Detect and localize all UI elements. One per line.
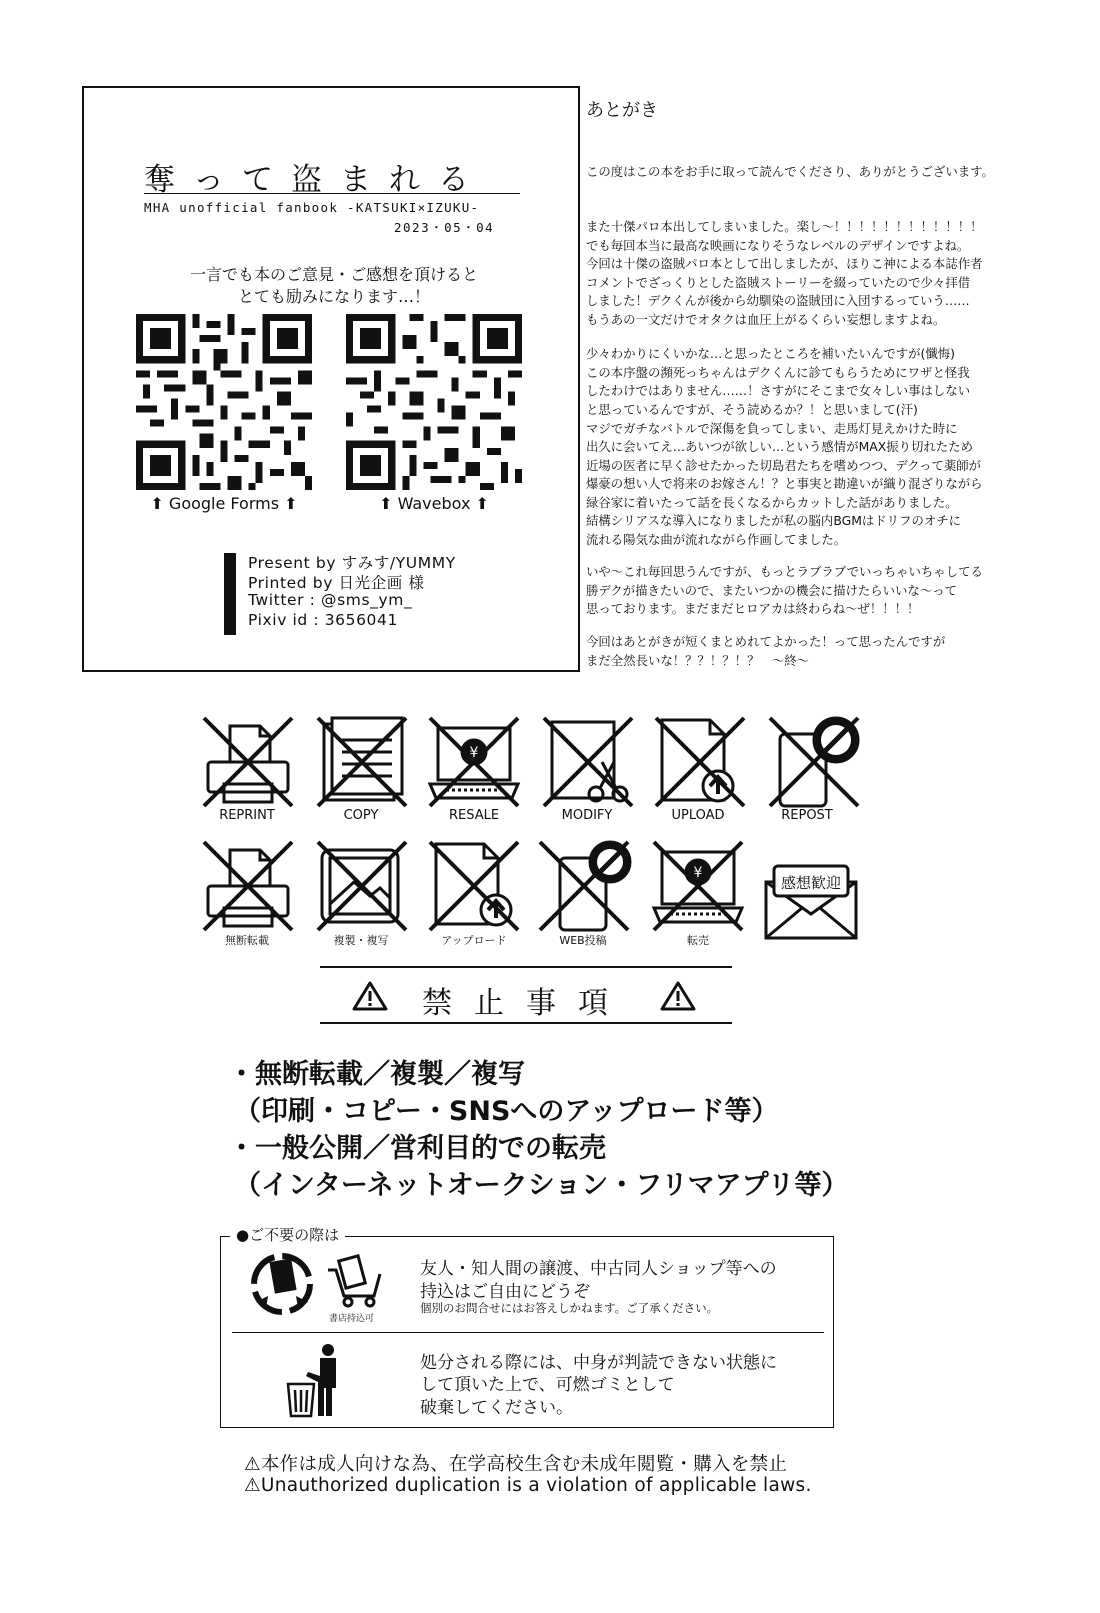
transfer-text-line2: 持込はご自由にどうぞ <box>420 1282 590 1302</box>
publish-date: 2023・05・04 <box>394 220 495 235</box>
heading-bottom-rule <box>320 1022 732 1024</box>
book-title: 奪って盗まれる <box>144 162 487 198</box>
afterword-line: 結構シリアスな導入になりましたが私の脳内BGMはドリフのオチに <box>586 513 962 528</box>
repost-label: REPOST <box>781 808 833 823</box>
transfer-note: 個別のお問合せにはお答えしかねます。ご了承ください。 <box>420 1301 719 1315</box>
credit-printer: Printed by 日光企画 様 <box>248 574 425 592</box>
rule-item: （印刷・コピー・SNSへのアップロード等） <box>234 1096 779 1127</box>
upload-prohibited-jp-icon <box>426 838 522 934</box>
prohibited-matters-heading: 禁止事項 <box>422 986 630 1021</box>
resale-label: RESALE <box>448 808 500 823</box>
rule-item: ・一般公開／営利目的での転売 <box>228 1133 606 1164</box>
resale-prohibited-icon <box>426 714 522 810</box>
discard-text-line2: して頂いた上で、可燃ゴミとして <box>420 1375 675 1395</box>
google-forms-label[interactable]: ⬆ Google Forms ⬆ <box>150 494 298 513</box>
afterword-line: 爆豪の想い人で将来のお嫁さん！？と事実と勘違いが織り混ざりながら <box>586 476 983 491</box>
afterword-heading: あとがき <box>586 100 658 121</box>
reprint-prohibited-icon <box>200 714 296 810</box>
copy-prohibited-icon <box>314 714 410 810</box>
wavebox-qr-code[interactable] <box>346 314 522 490</box>
resale-prohibited-jp-icon <box>650 838 746 934</box>
web-posting-label: WEB投稿 <box>559 934 607 947</box>
credit-pixiv: Pixiv id : 3656041 <box>248 611 398 629</box>
reprint-label: REPRINT <box>219 808 275 823</box>
duplication-label: 複製・複写 <box>333 934 389 947</box>
afterword-line: この度はこの本をお手に取って読んでくださり、ありがとうございます。 <box>586 164 994 179</box>
warning-icon <box>660 980 696 1012</box>
disposal-title: ●ご不要の際は <box>230 1224 345 1245</box>
afterword-line: したわけではありません……！さすがにそこまで女々しい事はしない <box>586 383 971 398</box>
duplication-prohibited-icon <box>314 838 410 934</box>
shop-accepted-label: 書店持込可 <box>329 1314 375 1324</box>
afterword-line: 緑谷家に着いたって話を長くなるからカットした話がありました。 <box>586 495 958 510</box>
afterword-line: マジでガチなバトルで深傷を負ってしまい、走馬灯見えかけた時に <box>586 421 958 436</box>
afterword-line: コメントでざっくりとした盗賊ストーリーを綴っていたので少々拝借 <box>586 275 971 290</box>
afterword-line: 流れる陽気な曲が流れながら作画してました。 <box>586 532 847 547</box>
afterword-line: 思っております。まだまだヒロアカは終わらね〜ぜ！！！！ <box>586 601 920 616</box>
feedback-request-line1: 一言でも本のご意見・ご感想を頂けると <box>189 265 478 284</box>
feedback-request-line2: とても励みになります…！ <box>237 287 430 306</box>
transfer-text-line1: 友人・知人間の譲渡、中古同人ショップ等への <box>420 1259 777 1279</box>
feedback-welcome-label: 感想歓迎 <box>780 874 842 892</box>
afterword-line: と思っているんですが、そう読めるか？！と思いまして(汗) <box>586 402 918 417</box>
rule-item: （インターネットオークション・フリマアプリ等） <box>234 1170 849 1201</box>
copy-label: COPY <box>343 808 379 823</box>
credit-present: Present by すみす/YUMMY <box>248 554 456 572</box>
wavebox-label[interactable]: ⬆ Wavebox ⬆ <box>379 494 489 513</box>
shop-cart-icon <box>326 1252 384 1308</box>
afterword-line: でも毎回本当に最高な映画になりそうなレベルのデザインですよね。 <box>586 238 970 253</box>
afterword-line: 今回はあとがきが短くまとめれてよかった！って思ったんですが <box>586 634 946 649</box>
feedback-welcome-envelope-icon <box>762 862 860 942</box>
repost-prohibited-icon <box>766 714 862 810</box>
web-posting-prohibited-icon <box>536 838 632 934</box>
afterword-line: もうあの一文だけでオタクは血圧上がるくらい妄想しますよね。 <box>586 312 946 327</box>
afterword-line: 今回は十傑の盗賊パロ本として出しましたが、ほりこ神による本誌作者 <box>586 256 983 271</box>
credit-twitter: Twitter : @sms_ym_ <box>248 591 413 609</box>
afterword-line: しました！デクくんが後から幼馴染の盗賊団に入団するっていう…… <box>586 293 970 308</box>
duplication-law-warning: ⚠Unauthorized duplication is a violation of applicable laws. <box>244 1475 812 1496</box>
afterword-line: 出久に会いてえ…あいつが欲しい…という感情がMAX振り切れたため <box>586 439 973 454</box>
upload-prohibited-icon <box>652 714 748 810</box>
afterword-line: また十傑パロ本出してしまいました。楽し〜！！！！！！！！！！！！ <box>586 219 983 234</box>
modify-label: MODIFY <box>561 808 613 823</box>
discard-text-line3: 破棄してください。 <box>420 1398 573 1418</box>
svg-text:¥: ¥ <box>693 865 703 881</box>
afterword-line: 少々わかりにくいかな…と思ったところを補いたいんですが(懺悔) <box>586 346 955 361</box>
title-underline <box>144 193 520 194</box>
afterword-line: 勝デクが描きたいので、またいつかの機会に描けたらいいな〜って <box>586 583 957 598</box>
afterword-line: いや〜これ毎回思うんですが、もっとラブラブでいっちゃいちゃしてる <box>586 564 983 579</box>
book-subtitle: MHA unofficial fanbook -KATSUKI×IZUKU- <box>144 200 480 215</box>
upload-label: UPLOAD <box>671 808 725 823</box>
afterword-line: この本序盤の瀕死っちゃんはデクくんに診てもらうためにワザと怪我 <box>586 365 970 380</box>
heading-top-rule <box>320 966 732 968</box>
unauthorized-reprint-icon <box>200 838 296 934</box>
colophon-box <box>82 86 580 672</box>
afterword-line: まだ全然長いな！？？！？！？ 〜終〜 <box>586 653 810 668</box>
resale-jp-label: 転売 <box>687 934 709 947</box>
upload-jp-label: アップロード <box>441 934 507 947</box>
unauthorized-reprint-label: 無断転載 <box>225 934 269 947</box>
credit-bar <box>224 553 236 635</box>
modify-prohibited-icon <box>540 714 636 810</box>
trash-disposal-icon <box>284 1342 344 1420</box>
disposal-separator <box>232 1332 824 1333</box>
google-forms-qr-code[interactable] <box>136 314 312 490</box>
svg-text:¥: ¥ <box>469 745 479 761</box>
afterword-line: 近場の医者に早く診せたかった切島君たちを嗜めつつ、デクって薬師が <box>586 458 982 473</box>
recycle-book-icon <box>250 1250 314 1316</box>
rule-item: ・無断転載／複製／複写 <box>228 1059 525 1090</box>
discard-text-line1: 処分される際には、中身が判読できない状態に <box>420 1353 777 1373</box>
age-restriction-warning: ⚠本作は成人向けな為、在学高校生含む未成年閲覧・購入を禁止 <box>244 1454 788 1475</box>
